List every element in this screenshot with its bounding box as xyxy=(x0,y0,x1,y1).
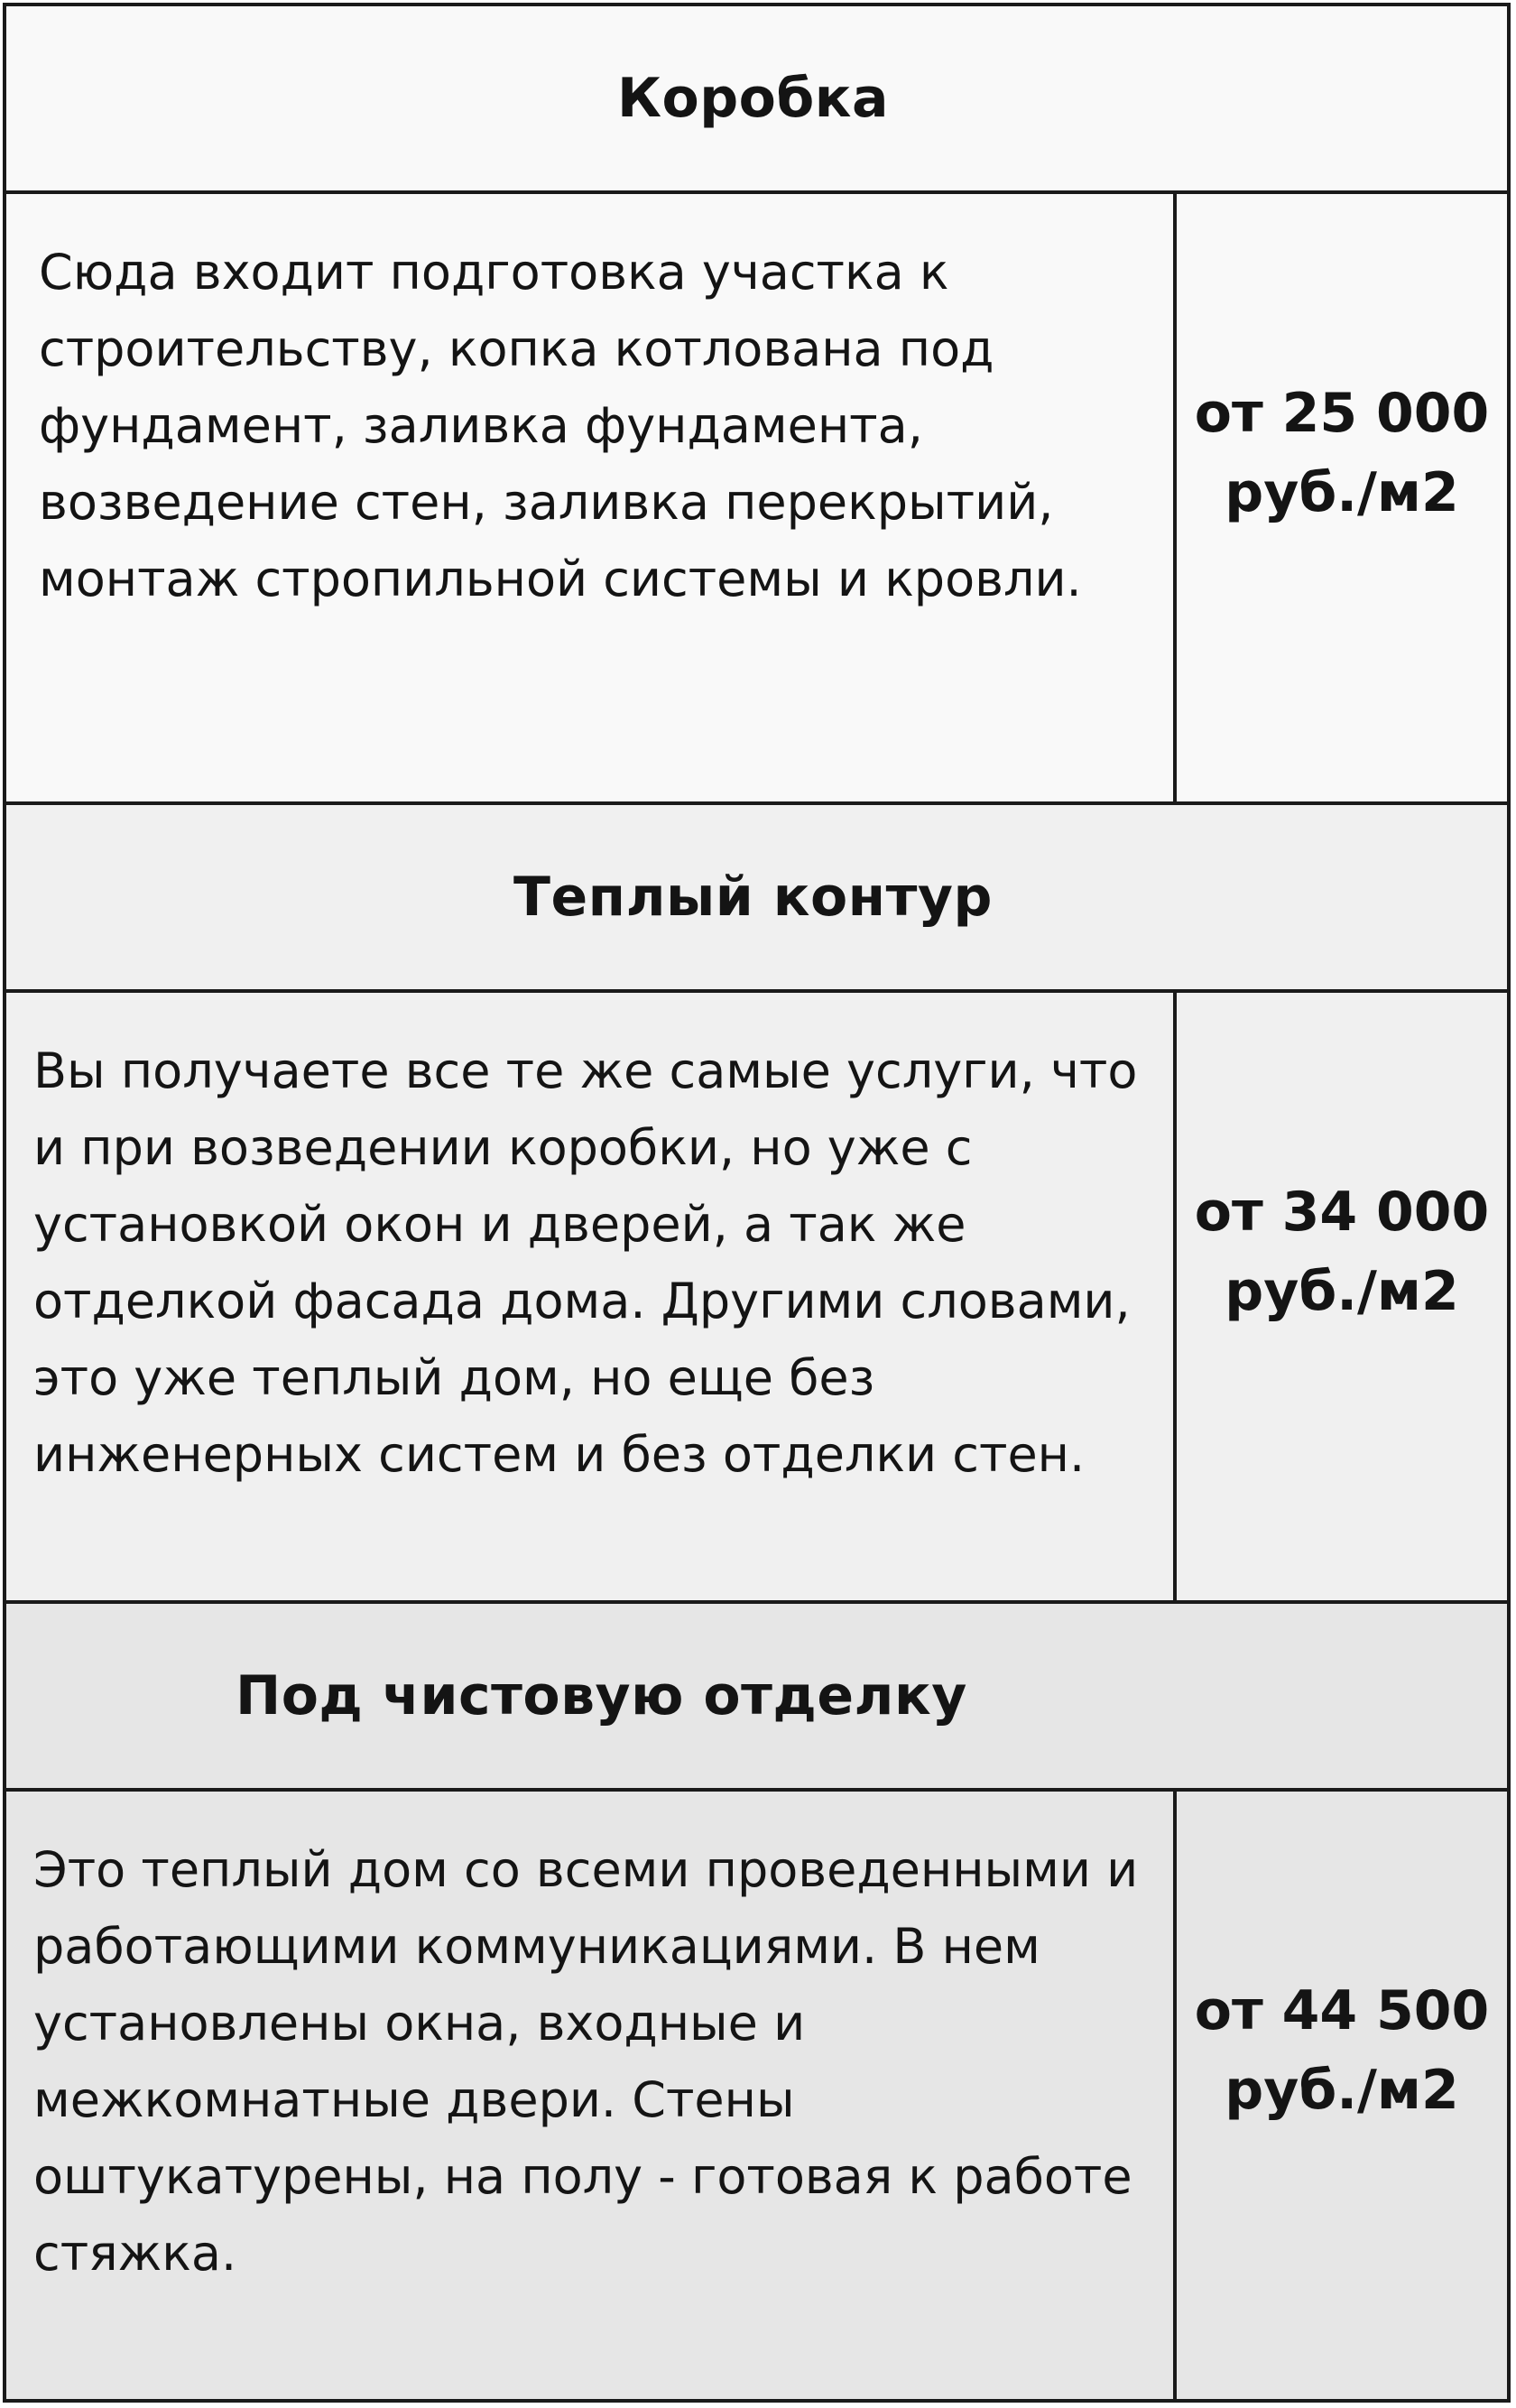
price-unit: руб./м2 xyxy=(1225,2058,1459,2122)
section-description: Это теплый дом со всеми проведенными и работающими коммуникациями. В нем установлены окна, входные и межкомнатные двери. Стены оштукатурены, на полу - готовая к работе стяжка. xyxy=(6,1792,1177,2399)
section-body-box xyxy=(6,194,1507,805)
section-title: Под чистовую отделку xyxy=(236,1664,967,1727)
price-cell xyxy=(1177,194,1507,801)
price-cell xyxy=(1177,1792,1507,2399)
price-unit: руб./м2 xyxy=(1225,1259,1459,1323)
section-header-box xyxy=(6,6,1507,194)
price-amount: от 25 000 xyxy=(1194,381,1490,445)
section-description: Сюда входит подготовка участка к строительству, копка котлована под фундамент, заливка фундамента, возведение стен, заливка перекрытий, монтаж стропильной системы и кровли. xyxy=(6,194,1177,801)
section-description: Вы получаете все те же самые услуги, что и при возведении коробки, но уже с установкой окон и дверей, а так же отделкой фасада дома. Другими словами, это уже теплый дом, но еще без инженерных систем и без отделки стен. xyxy=(6,993,1177,1600)
section-body-warm-contour xyxy=(6,993,1507,1604)
section-title: Теплый контур xyxy=(513,866,993,929)
price-amount: от 34 000 xyxy=(1194,1180,1490,1244)
section-body-pre-finish xyxy=(6,1792,1507,2399)
price-unit: руб./м2 xyxy=(1225,460,1459,524)
price-amount: от 44 500 xyxy=(1194,1978,1490,2042)
section-header-warm-contour xyxy=(6,805,1507,993)
price-cell xyxy=(1177,993,1507,1600)
section-header-pre-finish xyxy=(6,1604,1507,1792)
section-title: Коробка xyxy=(616,67,890,130)
pricing-table xyxy=(3,3,1511,2403)
